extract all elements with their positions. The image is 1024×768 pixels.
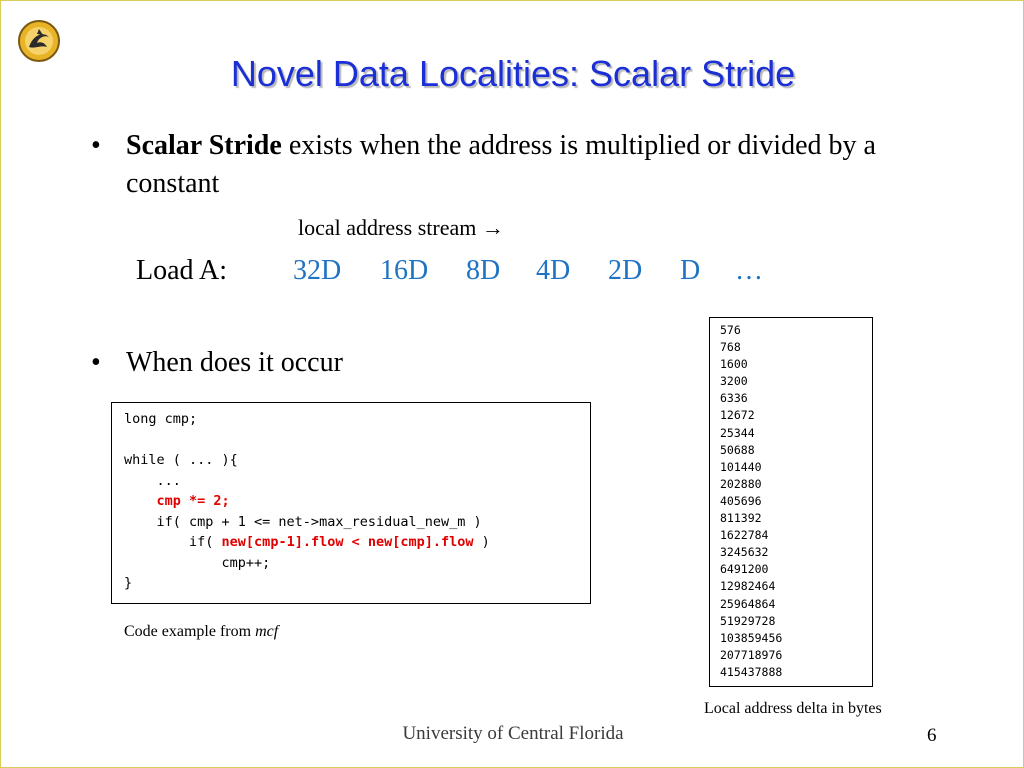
- load-value: 32D: [293, 255, 342, 286]
- code-text: if(: [124, 534, 222, 550]
- code-text: while ( ... ){: [124, 452, 238, 468]
- code-text: cmp++;: [124, 554, 271, 571]
- address-delta-item: 12982464: [720, 579, 776, 594]
- load-label: Load A:: [136, 255, 227, 286]
- address-delta-item: 202880: [720, 476, 762, 491]
- address-delta-item: 576: [720, 323, 741, 337]
- address-delta-item: 1622784: [720, 528, 769, 543]
- delta-caption: Local address delta in bytes: [704, 700, 882, 717]
- address-delta-item: 3200: [720, 374, 748, 389]
- address-delta-item: 1600: [720, 357, 748, 372]
- address-delta-box: [709, 317, 873, 687]
- code-line: [124, 514, 482, 530]
- code-line: [124, 555, 270, 571]
- code-highlight: new[cmp-1].flow < new[cmp].flow: [221, 534, 474, 550]
- code-caption-prefix: Code example from: [124, 623, 256, 640]
- load-value: 16D: [380, 255, 429, 286]
- load-value: 4D: [536, 255, 571, 286]
- address-delta-item: 51929728: [720, 613, 776, 628]
- code-caption-source: mcf: [255, 623, 279, 640]
- bullet-bold-term: Scalar Stride: [126, 130, 282, 161]
- code-text: ): [473, 534, 490, 550]
- address-delta-item: 101440: [720, 459, 762, 474]
- bullet-when: [91, 344, 343, 382]
- address-delta-item: 25964864: [720, 596, 776, 611]
- address-delta-item: 12672: [720, 408, 755, 423]
- load-value: D: [680, 255, 701, 286]
- code-text: }: [124, 575, 133, 591]
- code-text: long cmp;: [124, 411, 198, 427]
- bullet-dot: •: [91, 130, 101, 161]
- bullet-dot: •: [91, 347, 101, 378]
- address-delta-item: 103859456: [720, 630, 783, 645]
- code-line: [124, 493, 230, 509]
- address-delta-item: 405696: [720, 493, 762, 508]
- code-line: [124, 534, 490, 550]
- bullet-text: When does it occur: [126, 347, 343, 378]
- footer: University of Central Florida: [402, 723, 624, 744]
- code-caption: [124, 623, 278, 641]
- address-delta-item: 3245632: [720, 545, 769, 560]
- address-delta-item: 6491200: [720, 562, 769, 577]
- address-delta-item: 768: [720, 340, 741, 355]
- code-text: [124, 493, 157, 509]
- load-value: 8D: [466, 255, 501, 286]
- address-delta-item: 25344: [720, 425, 755, 440]
- slide-title: Novel Data Localities: Scalar Stride: [230, 53, 796, 94]
- bullet-scalar-stride: [91, 127, 916, 203]
- code-text: ...: [124, 472, 181, 489]
- code-line: [124, 473, 181, 489]
- code-block: [124, 409, 490, 594]
- code-text: if( cmp + 1 <= net->max_residual_new_m ): [124, 513, 482, 530]
- bullet-text: exists when the address is multiplied or divided by a constant: [126, 130, 876, 199]
- code-line: [124, 575, 132, 591]
- address-delta-item: 50688: [720, 442, 755, 457]
- load-row: [136, 255, 763, 287]
- address-delta-item: 811392: [720, 511, 762, 526]
- address-delta-item: 6336: [720, 391, 748, 406]
- load-value: …: [735, 255, 763, 286]
- page-number: 6: [927, 725, 937, 746]
- load-value: 2D: [608, 255, 643, 286]
- stream-label: local address stream →: [298, 215, 504, 240]
- code-line: [124, 411, 197, 427]
- code-line: [124, 452, 238, 468]
- code-highlight: cmp *= 2;: [156, 493, 230, 509]
- address-delta-item: 415437888: [720, 664, 783, 679]
- address-delta-item: 207718976: [720, 647, 783, 662]
- address-delta-list: [720, 322, 782, 681]
- code-example-box: [111, 402, 591, 604]
